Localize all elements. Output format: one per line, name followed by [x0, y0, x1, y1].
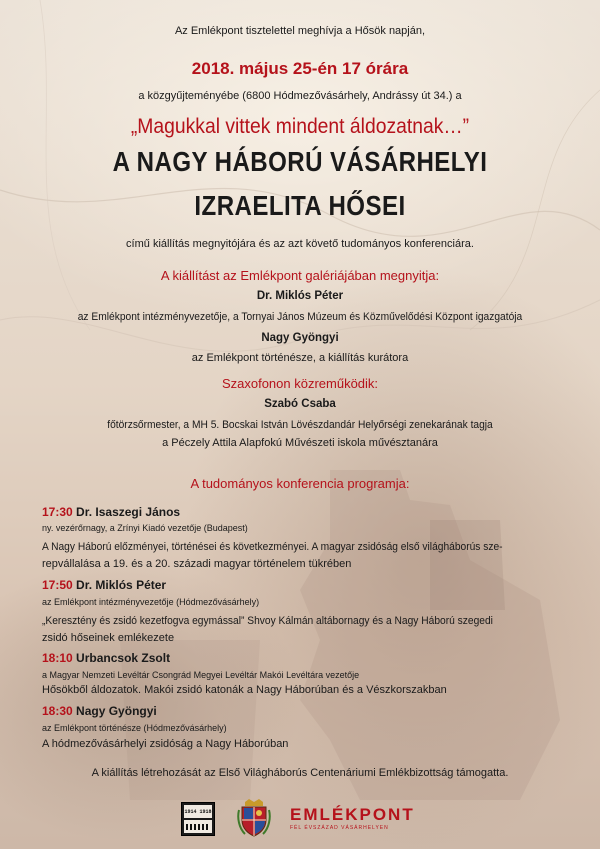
program-item-1-title-line2: repvállalása a 19. és a 20. századi magyar történelem tükrében: [42, 558, 352, 570]
exhibition-title-line1: A NAGY HÁBORÚ VÁSÁRHELYI: [112, 146, 488, 177]
program-item-3-affiliation: a Magyar Nemzeti Levéltár Csongrád Megyei Levéltár Makói Levéltára vezetője: [42, 670, 360, 680]
program-item-3-header: [42, 651, 170, 665]
musician-role-line1: főtörzsőrmester, a MH 5. Bocskai István Lövészdandár Helyőrségi zenekarának tagja: [107, 419, 493, 431]
opening-speaker2-name: Nagy Gyöngyi: [261, 332, 339, 344]
program-item-2-time: 17:50: [42, 578, 73, 592]
exhibition-quote: „Magukkal vittek mindent áldozatnak…”: [130, 115, 470, 138]
program-item-1-time: 17:30: [42, 505, 73, 519]
program-item-4-title-line1: A hódmezővásárhelyi zsidóság a Nagy Háborúban: [42, 738, 289, 750]
invitation-line: Az Emlékpont tisztelettel meghívja a Hősök napján,: [174, 25, 426, 37]
centenary-logo: [181, 802, 215, 836]
coat-of-arms-icon: [237, 798, 271, 838]
exhibition-subtitle: című kiállítás megnyitójára és az azt követő tudományos konferenciára.: [126, 238, 474, 250]
opening-speaker1-name: Dr. Miklós Péter: [256, 290, 344, 302]
footer-logos: [0, 796, 600, 842]
emlekpont-logo: [290, 806, 430, 831]
program-item-1-header: [42, 505, 180, 519]
musician-role-line2: a Péczely Attila Alapfokú Művészeti iskola művésztanára: [162, 437, 438, 449]
emlekpont-logo-text: EMLÉKPONT: [290, 805, 415, 824]
program-item-2-affiliation: az Emlékpont intézményvezetője (Hódmezővásárhely): [42, 597, 260, 607]
program-item-1-title-line1: A Nagy Háború előzményei, történései és következményei. A magyar zsidóság első világháborús sze-: [42, 541, 503, 553]
music-heading: Szaxofonon közreműködik:: [221, 376, 379, 391]
program-item-3-speaker: Urbancsok Zsolt: [76, 651, 171, 665]
program-item-2-title-line2: zsidó hőseinek emlékezete: [42, 632, 175, 644]
centenary-logo-text: 1914 1918: [184, 808, 212, 815]
program-item-1-affiliation: ny. vezérőrnagy, a Zrínyi Kiadó vezetője (Budapest): [42, 523, 248, 533]
program-item-3-title-line1: Hősökből áldozatok. Makói zsidó katonák a Nagy Háborúban és a Vészkorszakban: [42, 684, 447, 696]
opening-speaker2-role: az Emlékpont történésze, a kiállítás kurátora: [191, 352, 409, 364]
program-item-4-time: 18:30: [42, 704, 73, 718]
event-date: 2018. május 25-én 17 órára: [191, 59, 409, 78]
opening-speaker1-role: az Emlékpont intézményvezetője, a Tornyai János Múzeum és Közművelődési Központ igazgatója: [77, 311, 523, 323]
program-item-4-affiliation: az Emlékpont történésze (Hódmezővásárhely): [42, 723, 227, 733]
opening-heading: A kiállítást az Emlékpont galériájában megnyitja:: [160, 268, 440, 283]
venue-line: a közgyűjteményébe (6800 Hódmezővásárhely, Andrássy út 34.) a: [138, 90, 462, 102]
emlekpont-logo-subtext: FÉL ÉVSZÁZAD VÁSÁRHELYEN: [290, 825, 389, 831]
program-heading: A tudományos konferencia programja:: [190, 476, 410, 491]
program-item-1-speaker: Dr. Isaszegi János: [76, 505, 181, 519]
program-item-3-time: 18:10: [42, 651, 73, 665]
support-statement: A kiállítás létrehozását az Első Világháborús Centenáriumi Emlékbizottság támogatta.: [91, 767, 509, 779]
program-item-2-speaker: Dr. Miklós Péter: [76, 578, 167, 592]
program-item-4-speaker: Nagy Gyöngyi: [76, 704, 157, 718]
musician-name: Szabó Csaba: [264, 398, 336, 410]
program-item-2-title-line1: „Keresztény és zsidó kezetfogva egymással” Shvoy Kálmán altábornagy és a Nagy Háború szegedi: [42, 615, 493, 627]
program-item-4-header: [42, 704, 157, 718]
program-item-2-header: [42, 578, 166, 592]
exhibition-title-line2: IZRAELITA HŐSEI: [194, 190, 406, 221]
